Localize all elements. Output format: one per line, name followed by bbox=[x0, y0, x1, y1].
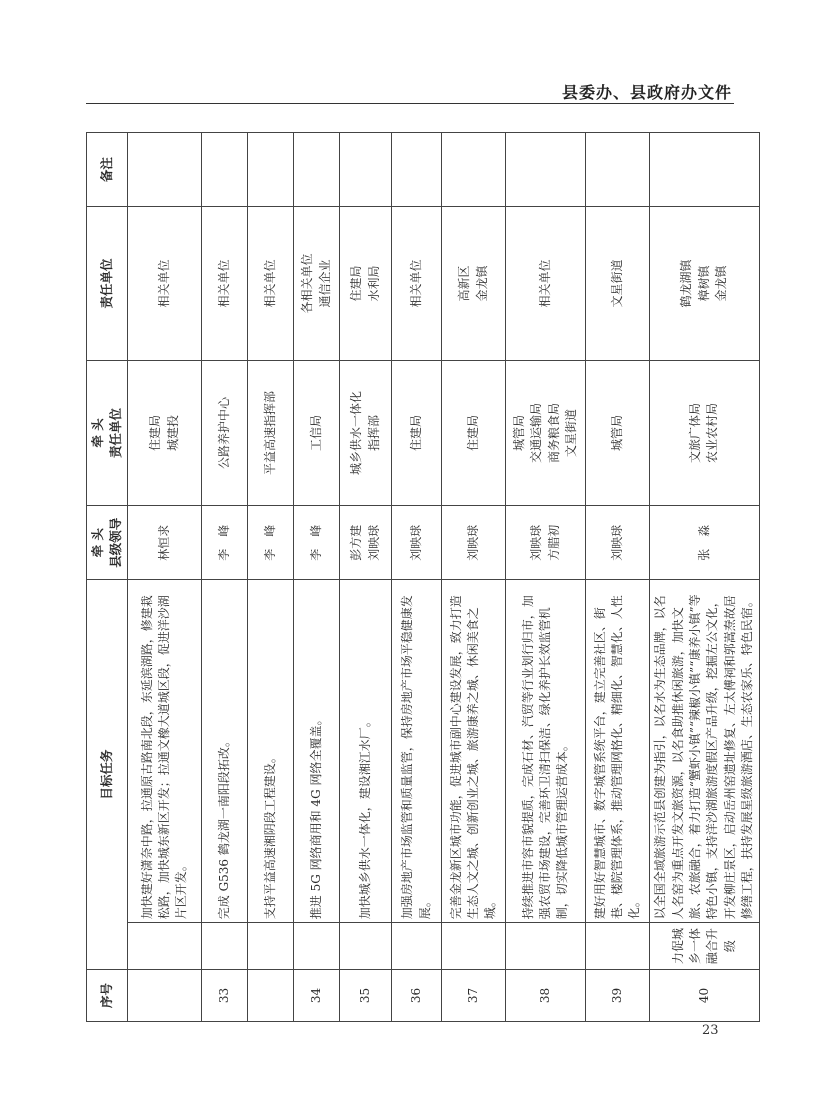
row-goal: 力促城乡一体融合升级 bbox=[650, 923, 759, 970]
row-goal bbox=[294, 923, 340, 970]
table-row bbox=[128, 133, 202, 1022]
task-table bbox=[86, 132, 760, 1022]
row-lead-leader: 李 峰 bbox=[248, 506, 294, 580]
row-goal bbox=[128, 923, 202, 970]
row-lead-unit: 公路养护中心 bbox=[202, 360, 248, 505]
header-rule bbox=[86, 103, 734, 104]
row-note bbox=[128, 133, 202, 207]
row-lead-leader: 林恒求 bbox=[128, 506, 202, 580]
row-lead-leader: 刘映球 方腊初 bbox=[506, 506, 586, 580]
row-lead-unit: 平益高速指挥部 bbox=[248, 360, 294, 505]
row-note bbox=[294, 133, 340, 207]
row-note bbox=[340, 133, 392, 207]
table-row bbox=[442, 133, 506, 1022]
row-resp-unit: 住建局 水利局 bbox=[340, 207, 392, 361]
row-seq: 35 bbox=[340, 969, 392, 1021]
row-resp-unit: 相关单位 bbox=[248, 207, 294, 361]
row-lead-unit: 工信局 bbox=[294, 360, 340, 505]
header-goal: 目标任务 bbox=[87, 580, 128, 970]
row-resp-unit: 鹤龙湖镇 樟树镇 金龙镇 bbox=[650, 207, 759, 361]
row-note bbox=[248, 133, 294, 207]
row-seq bbox=[128, 969, 202, 1021]
row-note bbox=[650, 133, 759, 207]
row-task: 加快城乡供水一体化，建设湘江水厂。 bbox=[340, 580, 392, 923]
row-lead-unit: 城管局 bbox=[586, 360, 650, 505]
row-seq: 36 bbox=[392, 969, 442, 1021]
row-seq: 40 bbox=[650, 969, 759, 1021]
row-lead-leader: 李 峰 bbox=[294, 506, 340, 580]
header-lead-unit: 牵 头 责任单位 bbox=[87, 360, 128, 505]
header-note: 备注 bbox=[87, 133, 128, 207]
row-goal bbox=[442, 923, 506, 970]
row-lead-leader: 刘映球 bbox=[392, 506, 442, 580]
table-row bbox=[294, 133, 340, 1022]
row-note bbox=[442, 133, 506, 207]
row-task: 加快建好潇奈中路，拉通原古路南北段，东延滨湖路，修建栽松路，加快城东新区开发；拉通文橡大道城区段，促进洋沙湖片区开发。 bbox=[128, 580, 202, 923]
row-goal bbox=[248, 923, 294, 970]
row-resp-unit: 相关单位 bbox=[506, 207, 586, 361]
row-lead-leader: 刘映球 bbox=[586, 506, 650, 580]
table-row bbox=[248, 133, 294, 1022]
row-lead-leader: 刘映球 bbox=[442, 506, 506, 580]
row-resp-unit: 相关单位 bbox=[392, 207, 442, 361]
row-task: 完善金龙新区城市功能，促进城市副中心建设发展，致力打造生态人文之城、创新创业之城、旅游康养之城、休闲美食之城。 bbox=[442, 580, 506, 923]
row-resp-unit: 各相关单位 通信企业 bbox=[294, 207, 340, 361]
header-seq: 序号 bbox=[87, 969, 128, 1021]
row-task: 完成 G536 鹤龙湖一南阳段拓改。 bbox=[202, 580, 248, 923]
table-row bbox=[650, 133, 759, 1022]
header-lead-leader: 牵 头 县级领导 bbox=[87, 506, 128, 580]
row-lead-unit: 城乡供水一体化 指挥部 bbox=[340, 360, 392, 505]
row-lead-unit: 住建局 bbox=[392, 360, 442, 505]
row-note bbox=[392, 133, 442, 207]
page-number: 23 bbox=[702, 1023, 719, 1038]
row-resp-unit: 相关单位 bbox=[128, 207, 202, 361]
row-resp-unit: 相关单位 bbox=[202, 207, 248, 361]
row-task: 支持平益高速湘阴段工程建设。 bbox=[248, 580, 294, 923]
row-resp-unit: 文星街道 bbox=[586, 207, 650, 361]
row-note bbox=[586, 133, 650, 207]
row-note bbox=[506, 133, 586, 207]
row-resp-unit: 高新区 金龙镇 bbox=[442, 207, 506, 361]
row-task: 建好用好智慧城市、数字城管系统平台，建立完善社区、街巷、楼院管理体系，推动管理网格化、精细化、智慧化、人性化。 bbox=[586, 580, 650, 923]
table-row bbox=[506, 133, 586, 1022]
row-lead-unit: 住建局 城建投 bbox=[128, 360, 202, 505]
row-task: 持续推进市容市貌提质，完成石材、汽贸等行业划行归市，加强农贸市场建设，完善环卫清扫保洁、绿化养护长效监管机制，切实降低城市管理运营成本。 bbox=[506, 580, 586, 923]
row-seq: 34 bbox=[294, 969, 340, 1021]
row-goal bbox=[202, 923, 248, 970]
table-row bbox=[586, 133, 650, 1022]
row-lead-leader: 彭方建 刘映球 bbox=[340, 506, 392, 580]
row-lead-unit: 城管局 交通运输局 商务粮食局 文星街道 bbox=[506, 360, 586, 505]
row-task: 以全国全域旅游示范县创建为指引，以名水为生态品牌，以名人名窑为重点开发文旅资源，以名食助推休闲旅游，加快文旅、农旅融合，着力打造“蟹虾小镇”“辣椒小镇”“康养小镇”等特色小镇，支持洋沙湖旅游度假区产品升级，挖掘左公文化，开发柳庄景区，启动岳州窑遗址修复、左太傅祠和郭嵩焘故居修缮工程，扶持发展星级旅游酒店、生态农家乐、特色民宿。 bbox=[650, 580, 759, 923]
table-row bbox=[202, 133, 248, 1022]
row-seq: 33 bbox=[202, 969, 248, 1021]
row-lead-unit: 住建局 bbox=[442, 360, 506, 505]
row-goal bbox=[392, 923, 442, 970]
row-task: 推进 5G 网络商用和 4G 网络全覆盖。 bbox=[294, 580, 340, 923]
row-lead-unit: 文旅广体局 农业农村局 bbox=[650, 360, 759, 505]
table-header-row bbox=[87, 133, 128, 1022]
row-goal bbox=[340, 923, 392, 970]
table-row bbox=[340, 133, 392, 1022]
row-goal bbox=[586, 923, 650, 970]
row-lead-leader: 张 淼 bbox=[650, 506, 759, 580]
row-lead-leader: 李 峰 bbox=[202, 506, 248, 580]
row-seq: 39 bbox=[586, 969, 650, 1021]
row-seq bbox=[248, 969, 294, 1021]
row-note bbox=[202, 133, 248, 207]
row-seq: 38 bbox=[506, 969, 586, 1021]
row-goal bbox=[506, 923, 586, 970]
header-resp-unit: 责任单位 bbox=[87, 207, 128, 361]
task-table-rotated bbox=[86, 132, 755, 1022]
table-row bbox=[392, 133, 442, 1022]
row-seq: 37 bbox=[442, 969, 506, 1021]
document-header-title: 县委办、县政府办文件 bbox=[561, 83, 732, 102]
row-task: 加强房地产市场监管和质量监管，保持房地产市场平稳健康发展。 bbox=[392, 580, 442, 923]
